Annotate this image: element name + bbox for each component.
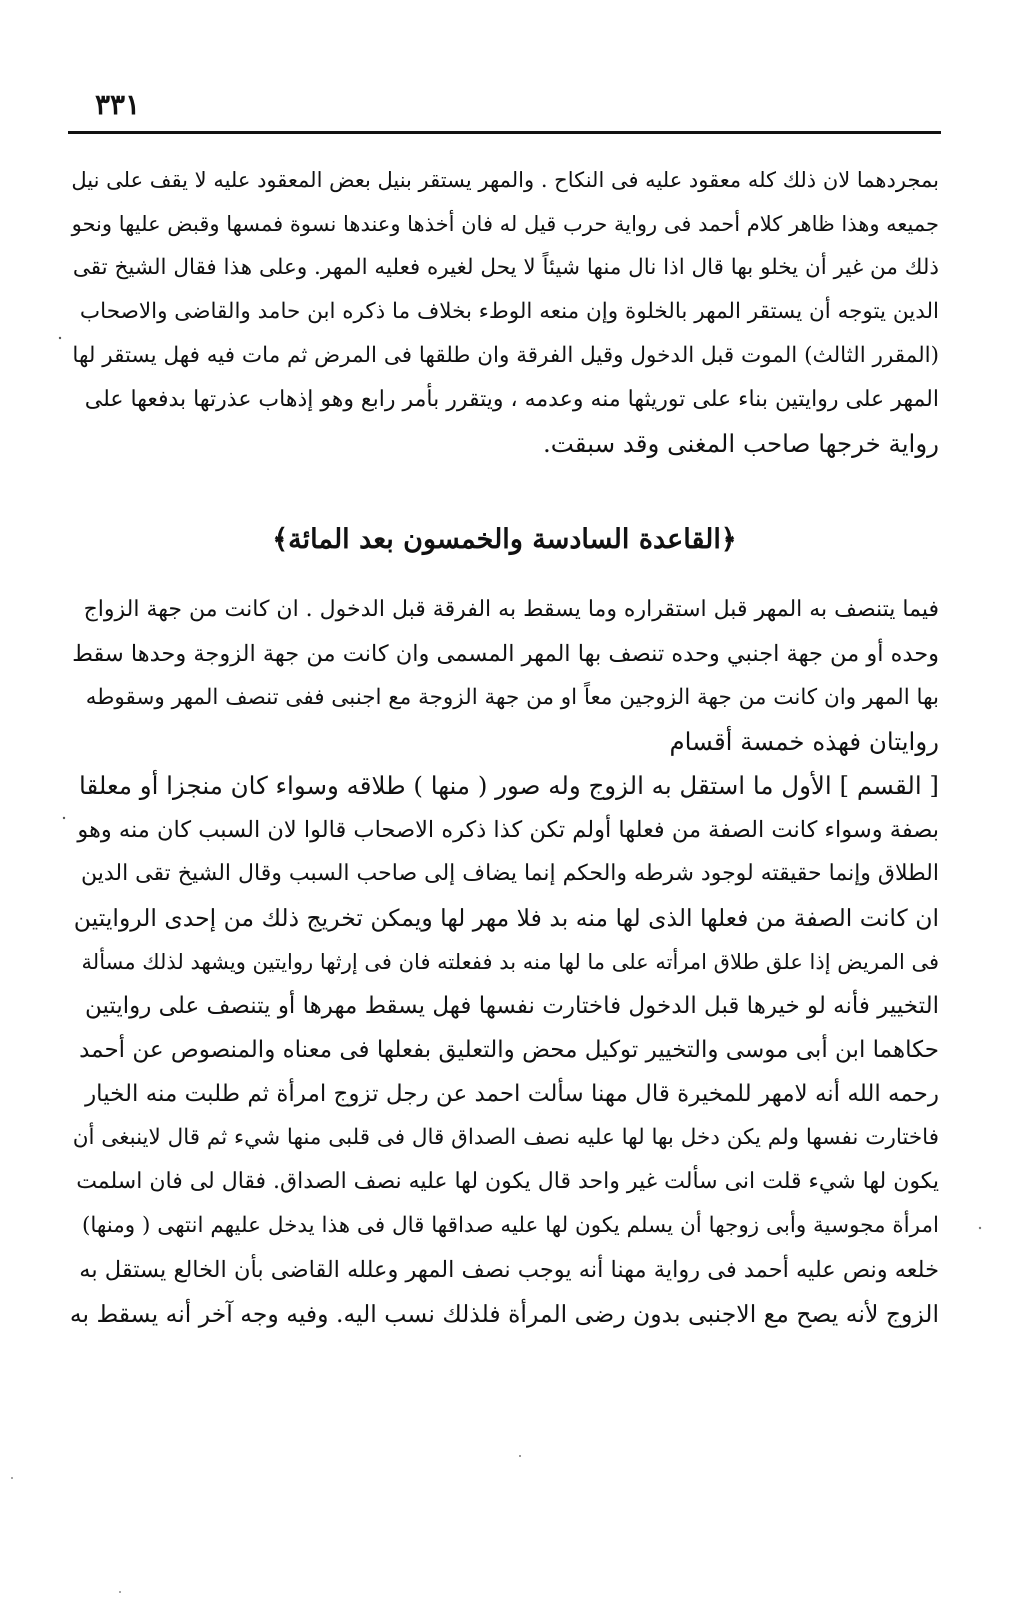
text-line: فاختارت نفسها ولم يكن دخل بها لها عليه نصف الصداق قال فى قلبى منها شيء ثم قال لاينبغى أن — [72, 1125, 939, 1150]
text-line: الزوج لأنه يصح مع الاجنبى بدون رضى المرأة فلذلك نسب اليه. وفيه وجه آخر أنه يسقط به — [70, 1300, 939, 1328]
text-line: فى المريض إذا علق طلاق امرأته على ما لها منه بد ففعلته فان فى إرثها روايتين ويشهد لذلك مسألة — [81, 950, 939, 974]
paragraph-block-upper — [70, 158, 939, 466]
header-rule — [68, 131, 941, 134]
text-line: الطلاق وإنما حقيقته لوجود شرطه والحكم إنما يضاف إلى صاحب السبب وقال الشيخ تقى الدين — [80, 861, 939, 886]
text-line: ذلك من غير أن يخلو بها قال اذا نال منها شيئاً لا يحل لغيره فعليه المهر. وعلى هذا فقال الشيخ تقى — [72, 255, 939, 280]
paragraph-block-lower — [70, 588, 939, 1336]
text-line: بمجردهما لان ذلك كله معقود عليه فى النكاح . والمهر يستقر بنيل بعض المعقود عليه لا يقف على نيل — [71, 168, 939, 192]
text-line: (المقرر الثالث) الموت قبل الدخول وقيل الفرقة وان طلقها فى المرض ثم مات فيه فهل يستقر لها — [72, 343, 939, 368]
page-number: ٣٣١ — [95, 88, 141, 121]
text-line: بها المهر وان كانت من جهة الزوجين معاً او من جهة الزوجة مع اجنبى ففى تنصف المهر وسقوطه — [85, 685, 939, 710]
text-line: رحمه الله أنه لامهر للمخيرة قال مهنا سألت احمد عن رجل تزوج امرأة ثم طلبت منه الخيار — [85, 1081, 939, 1107]
text-line: امرأة مجوسية وأبى زوجها أن يسلم يكون لها عليه صداقها قال فى هذا يدخل عليهم انتهى ( ومنها) — [81, 1213, 939, 1238]
text-line: [ القسم ] الأول ما استقل به الزوج وله صور ( منها ) طلاقه وسواء كان منجزا أو معلقا — [79, 771, 939, 800]
text-line: جميعه وهذا ظاهر كلام أحمد فى رواية حرب قيل له فان أخذها وعندها نسوة فمسها وقبض عليها ونحو — [71, 212, 939, 236]
text-line: روايتان فهذه خمسة أقسام — [669, 727, 939, 756]
section-heading: ﴿القاعدة السادسة والخمسون بعد المائة﴾ — [272, 524, 737, 555]
text-line: وحده أو من جهة اجنبي وحده تنصف بها المهر المسمى وان كانت من جهة الزوجة وحدها سقط — [72, 641, 939, 667]
text-line: رواية خرجها صاحب المغنى وقد سبقت. — [542, 429, 939, 458]
text-line: التخيير فأنه لو خيرها قبل الدخول فاختارت نفسها فهل يسقط مهرها أو يتنصف على روايتين — [84, 993, 939, 1019]
text-line: فيما يتنصف به المهر قبل استقراره وما يسقط به الفرقة قبل الدخول . ان كانت من جهة الزواج — [83, 597, 939, 622]
text-line: خلعه ونص عليه أحمد فى رواية مهنا أنه يوجب نصف المهر وعلله القاضى بأن الخالع يستقل به — [79, 1257, 939, 1283]
text-line: بصفة وسواء كانت الصفة من فعلها أولم تكن كذا ذكره الاصحاب قالوا لان السبب كان منه وهو — [77, 817, 939, 843]
text-line: الدين يتوجه أن يستقر المهر بالخلوة وإن منعه الوطء بخلاف ما ذكره ابن حامد والقاضى والاصحاب — [79, 299, 939, 324]
text-line: حكاهما ابن أبى موسى والتخيير توكيل محض والتعليق بفعلها فى معناه والمنصوص عن أحمد — [79, 1037, 939, 1063]
text-line: يكون لها شيء قلت انى سألت غير واحد قال يكون لها عليه نصف الصداق. فقال لى فان اسلمت — [76, 1169, 939, 1194]
text-line: ان كانت الصفة من فعلها الذى لها منه بد فلا مهر لها ويمكن تخريج ذلك من إحدى الروايتين — [73, 904, 939, 932]
text-line: المهر على روايتين بناء على توريثها منه وعدمه ، ويتقرر بأمر رابع وهو إذهاب عذرتها بدفعها على — [84, 387, 939, 412]
